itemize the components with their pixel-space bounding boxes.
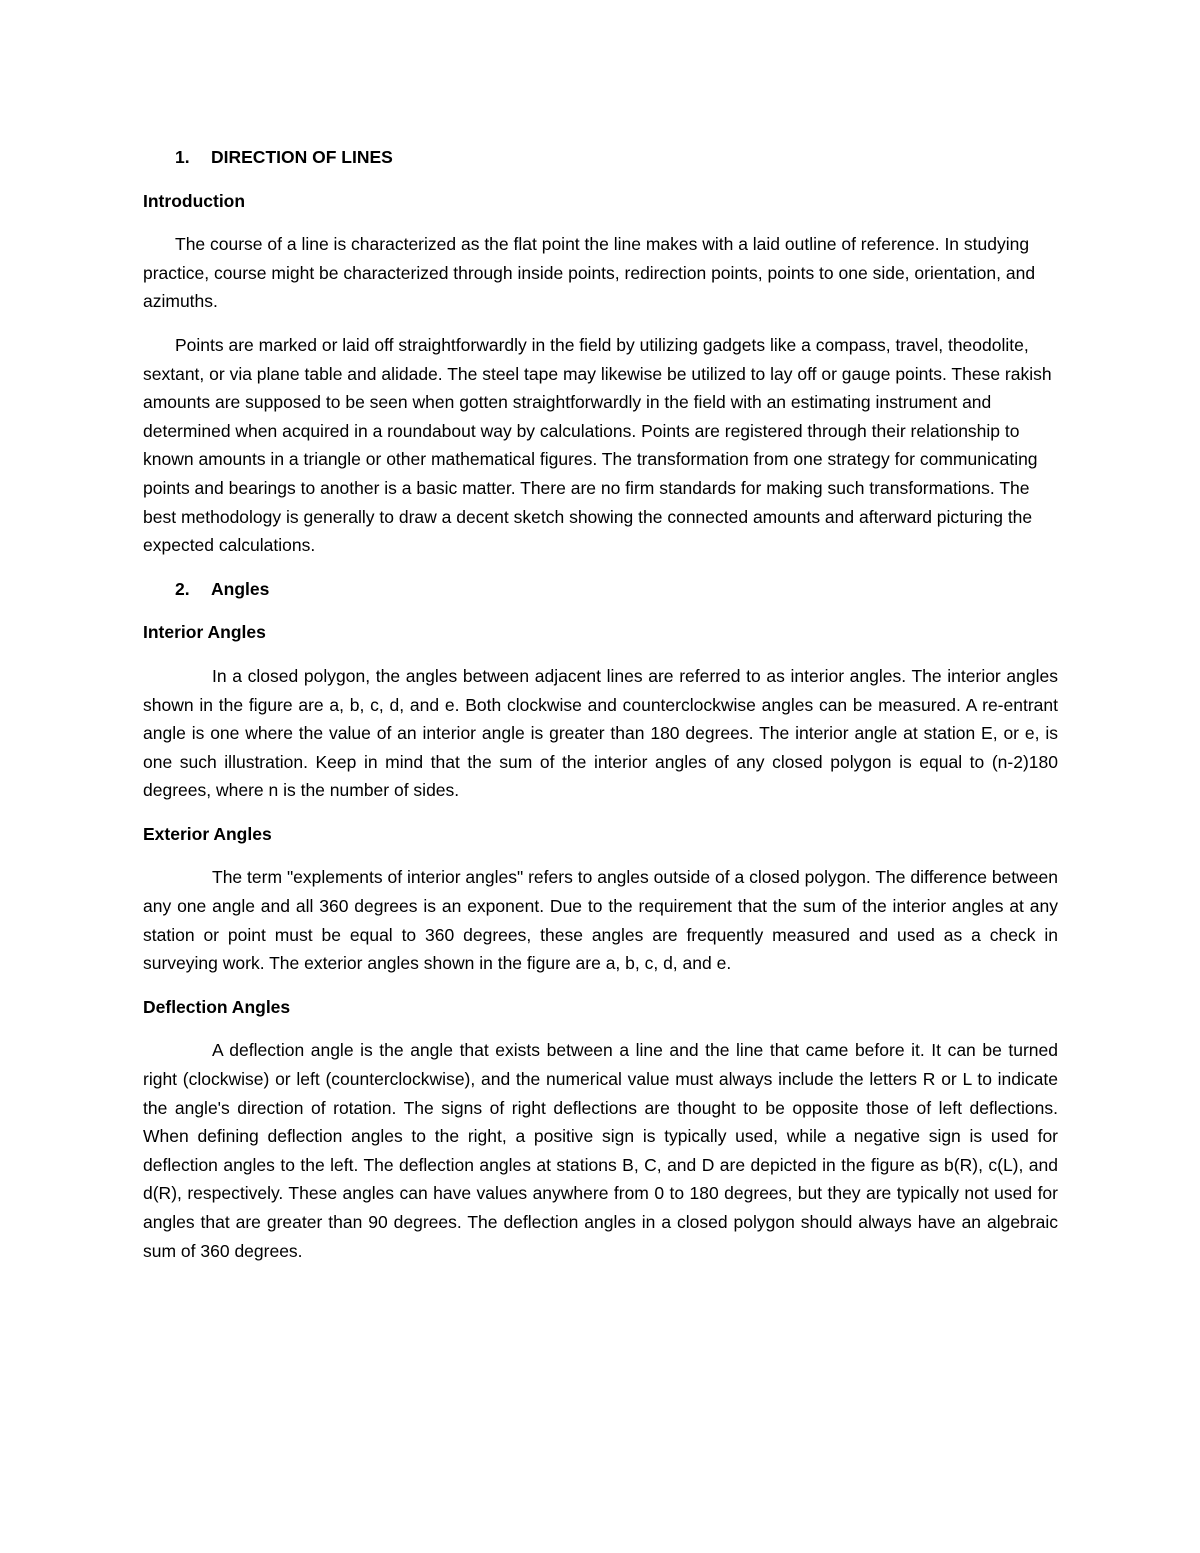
deflection-angles-heading: Deflection Angles (143, 996, 291, 1017)
section-heading-direction-of-lines (175, 143, 1058, 172)
section-number: 1. (175, 147, 190, 167)
exterior-angles-paragraph: The term "explements of interior angles" refers to angles outside of a closed polygon. The difference between any one angle and all 360 degrees is an exponent. Due to the requirement that the sum of the interior angles at any station or point must be equal to 360 degrees, these angles are frequently measured and used as a check in surveying work. The exterior angles shown in the figure are a, b, c, d, and e. (143, 867, 1058, 974)
section-heading-angles (175, 575, 1058, 604)
interior-angles-paragraph: In a closed polygon, the angles between adjacent lines are referred to as interior angles. The interior angles shown in the figure are a, b, c, d, and e. Both clockwise and counterclockwise angles can be measured. A re-entrant angle is one where the value of an interior angle is greater than 180 degrees. The interior angle at station E, or e, is one such illustration. Keep in mind that the sum of the interior angles of any closed polygon is equal to (n-2)180 degrees, where n is the number of sides. (143, 665, 1058, 801)
section-title: DIRECTION OF LINES (211, 147, 393, 167)
introduction-heading: Introduction (143, 190, 246, 211)
introduction-paragraph-2: Points are marked or laid off straightforwardly in the field by utilizing gadgets like a compass, travel, theodolite, sextant, or via plane table and alidade. The steel tape may likewise be utilized to lay off or gauge points. These rakish amounts are supposed to be seen when gotten straightforwardly in the field with an estimating instrument and determined when acquired in a roundabout way by calculations. Points are registered through their relationship to known amounts in a triangle or other mathematical figures. The transformation from one strategy for communicating points and bearings to another is a basic matter. There are no firm standards for making such transformations. The best methodology is generally to draw a decent sketch showing the connected amounts and afterward picturing the expected calculations. (143, 334, 1052, 556)
document-page (143, 143, 1058, 1280)
section-title: Angles (211, 578, 270, 599)
section-number: 2. (175, 578, 190, 599)
exterior-angles-heading: Exterior Angles (143, 823, 272, 844)
deflection-angles-paragraph: A deflection angle is the angle that exists between a line and the line that came before it. It can be turned right (clockwise) or left (counterclockwise), and the numerical value must always include the letters R or L to indicate the angle's direction of rotation. The signs of right deflections are thought to be opposite those of left deflections. When defining deflection angles to the right, a positive sign is typically used, while a negative sign is used for deflection angles to the left. The deflection angles at stations B, C, and D are depicted in the figure as b(R), c(L), and d(R), respectively. These angles can have values anywhere from 0 to 180 degrees, but they are typically not used for angles that are greater than 90 degrees. The deflection angles in a closed polygon should always have an algebraic sum of 360 degrees. (143, 1040, 1058, 1261)
interior-angles-heading: Interior Angles (143, 622, 266, 643)
introduction-paragraph-1: The course of a line is characterized as the flat point the line makes with a laid outline of reference. In studying practice, course might be characterized through inside points, redirection points, points to one side, orientation, and azimuths. (143, 234, 1036, 312)
